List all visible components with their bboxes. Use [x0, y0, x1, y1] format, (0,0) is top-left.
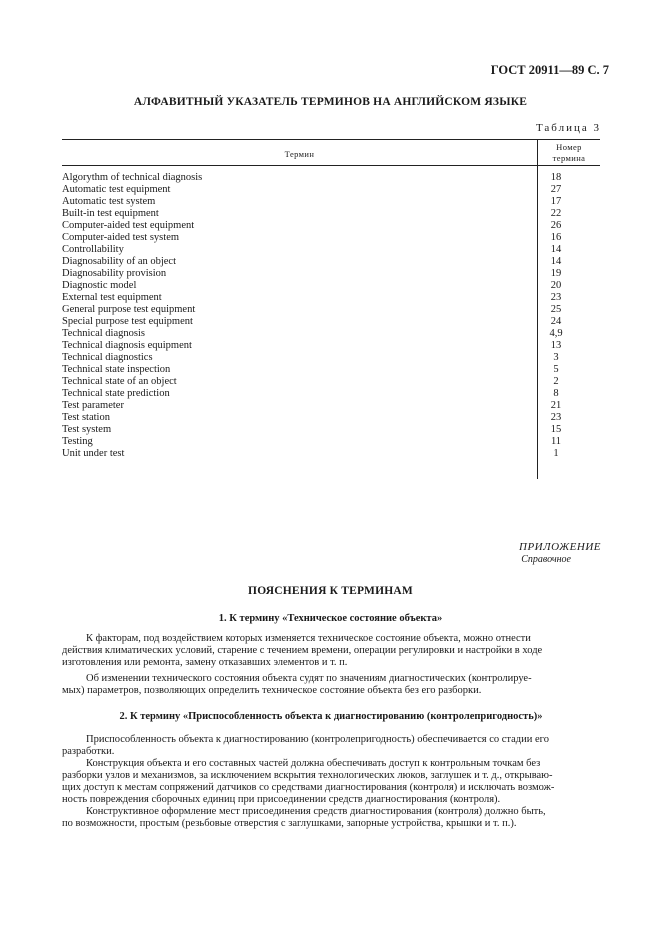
term-cell: Technical diagnostics — [62, 352, 153, 363]
term-cell: Computer-aided test system — [62, 232, 180, 243]
section-2-paragraph-2 — [62, 758, 600, 806]
term-cell: Test parameter — [62, 400, 124, 411]
table-row — [62, 304, 600, 316]
term-number-cell: 14 — [550, 244, 562, 255]
term-cell: Technical state prediction — [62, 388, 170, 399]
term-number-cell: 19 — [550, 268, 562, 279]
term-cell: Technical state of an object — [62, 376, 177, 387]
term-number-cell: 2 — [553, 376, 559, 387]
table-row — [62, 316, 600, 328]
term-cell: Diagnosability provision — [62, 268, 167, 279]
table-row — [62, 292, 600, 304]
appendix-label: ПРИЛОЖЕНИЕ — [519, 541, 601, 553]
term-cell: Unit under test — [62, 448, 125, 459]
paragraph-line: изготовления или ремонта, замену отказавших элементов и т. п. — [62, 657, 348, 668]
term-number-cell: 23 — [550, 412, 562, 423]
table-top-rule — [62, 139, 600, 140]
table-row — [62, 400, 600, 412]
paragraph-line: Конструкция объекта и его составных частей должна обеспечивать доступ к контрольным точкам без — [86, 758, 541, 769]
terms-table — [62, 139, 600, 479]
table-row — [62, 184, 600, 196]
table-row — [62, 256, 600, 268]
explanations-title: ПОЯСНЕНИЯ К ТЕРМИНАМ — [248, 585, 413, 597]
term-number-cell: 27 — [550, 184, 562, 195]
table-row — [62, 448, 600, 460]
term-number-cell: 5 — [553, 364, 559, 375]
term-number-cell: 15 — [550, 424, 562, 435]
term-number-cell: 22 — [550, 208, 562, 219]
section-1-title: 1. К термину «Техническое состояние объекта» — [218, 613, 443, 624]
table-row — [62, 280, 600, 292]
table-row — [62, 244, 600, 256]
term-cell: Testing — [62, 436, 93, 447]
table-row — [62, 172, 600, 184]
term-number-cell: 18 — [550, 172, 562, 183]
column-header-term: Термин — [284, 149, 315, 159]
table-row — [62, 268, 600, 280]
term-number-cell: 8 — [553, 388, 559, 399]
column-header-number-line1: Номер — [556, 142, 582, 152]
table-row — [62, 328, 600, 340]
table-row — [62, 232, 600, 244]
term-number-cell: 17 — [550, 196, 562, 207]
index-title: АЛФАВИТНЫЙ УКАЗАТЕЛЬ ТЕРМИНОВ НА АНГЛИЙСКОМ ЯЗЫКЕ — [133, 96, 528, 108]
term-number-cell: 4,9 — [549, 328, 563, 339]
appendix-sublabel: Справочное — [521, 554, 571, 565]
term-number-cell: 11 — [550, 436, 562, 447]
paragraph-line: ность повреждения сборочных единиц при присоединении средств диагностирования (контроля). — [62, 794, 501, 805]
term-cell: Technical diagnosis equipment — [62, 340, 192, 351]
section-2-paragraph-3 — [62, 806, 600, 830]
term-cell: Algorythm of technical diagnosis — [62, 172, 203, 183]
paragraph-line: К факторам, под воздействием которых изменяется техническое состояние объекта, можно отнести — [86, 633, 531, 644]
paragraph-line: разборки узлов и механизмов, за исключением вскрытия технологических люков, заглушек и т. д., открываю- — [62, 770, 553, 781]
term-number-cell: 13 — [550, 340, 562, 351]
section-1-paragraph-1 — [62, 633, 600, 669]
section-2-title: 2. К термину «Приспособленность объекта к диагностированию (контролепригодность)» — [119, 711, 543, 722]
table-row — [62, 412, 600, 424]
term-number-cell: 14 — [550, 256, 562, 267]
term-cell: General purpose test equipment — [62, 304, 196, 315]
paragraph-line: Конструктивное оформление мест присоединения средств диагностирования (контроля) должно быть, — [86, 806, 546, 817]
term-cell: Automatic test system — [62, 196, 156, 207]
term-number-cell: 1 — [553, 448, 559, 459]
table-row — [62, 196, 600, 208]
term-cell: External test equipment — [62, 292, 162, 303]
term-cell: Test system — [62, 424, 112, 435]
section-2-paragraph-1 — [62, 734, 600, 758]
paragraph-line: Об изменении технического состояния объекта судят по значениям диагностических (контролируе- — [86, 673, 532, 684]
table-row — [62, 220, 600, 232]
table-row — [62, 376, 600, 388]
column-header-number — [538, 142, 600, 164]
term-number-cell: 16 — [550, 232, 562, 243]
term-number-cell: 23 — [550, 292, 562, 303]
term-cell: Controllability — [62, 244, 124, 255]
table-row — [62, 364, 600, 376]
paragraph-line: действия климатических условий, старение с течением времени, операции регулировки и настройки в ходе — [62, 645, 543, 656]
section-1-paragraph-2 — [62, 673, 600, 697]
table-caption: Таблица 3 — [535, 122, 601, 134]
term-cell: Special purpose test equipment — [62, 316, 193, 327]
paragraph-line: по возможности, простым (резьбовые отверстия с заглушками, запорные устройства, крышки и т. п.). — [62, 818, 517, 829]
table-row — [62, 340, 600, 352]
paragraph-line: щих доступ к местам сопряжений датчиков со средствами диагностирования (контроля) и исключать возмож- — [62, 782, 555, 793]
paragraph-line: Приспособленность объекта к диагностированию (контролепригодность) обеспечивается со стадии его — [86, 734, 549, 745]
table-row — [62, 436, 600, 448]
column-header-number-line2: термина — [552, 153, 586, 163]
table-header-rule — [62, 165, 600, 166]
term-cell: Automatic test equipment — [62, 184, 171, 195]
term-cell: Technical diagnosis — [62, 328, 145, 339]
term-number-cell: 24 — [550, 316, 562, 327]
term-number-cell: 3 — [553, 352, 559, 363]
table-row — [62, 388, 600, 400]
term-number-cell: 25 — [550, 304, 562, 315]
table-row — [62, 208, 600, 220]
term-cell: Computer-aided test equipment — [62, 220, 195, 231]
term-cell: Diagnostic model — [62, 280, 137, 291]
term-cell: Technical state inspection — [62, 364, 171, 375]
term-cell: Diagnosability of an object — [62, 256, 177, 267]
paragraph-line: мых) параметров, позволяющих определить техническое состояние объекта без его разборки. — [62, 685, 482, 696]
term-number-cell: 26 — [550, 220, 562, 231]
table-row — [62, 424, 600, 436]
document-header: ГОСТ 20911—89 С. 7 — [490, 63, 609, 77]
table-row — [62, 352, 600, 364]
term-number-cell: 21 — [550, 400, 562, 411]
term-cell: Built-in test equipment — [62, 208, 159, 219]
paragraph-line: разработки. — [62, 746, 115, 757]
term-number-cell: 20 — [550, 280, 562, 291]
term-cell: Test station — [62, 412, 110, 423]
